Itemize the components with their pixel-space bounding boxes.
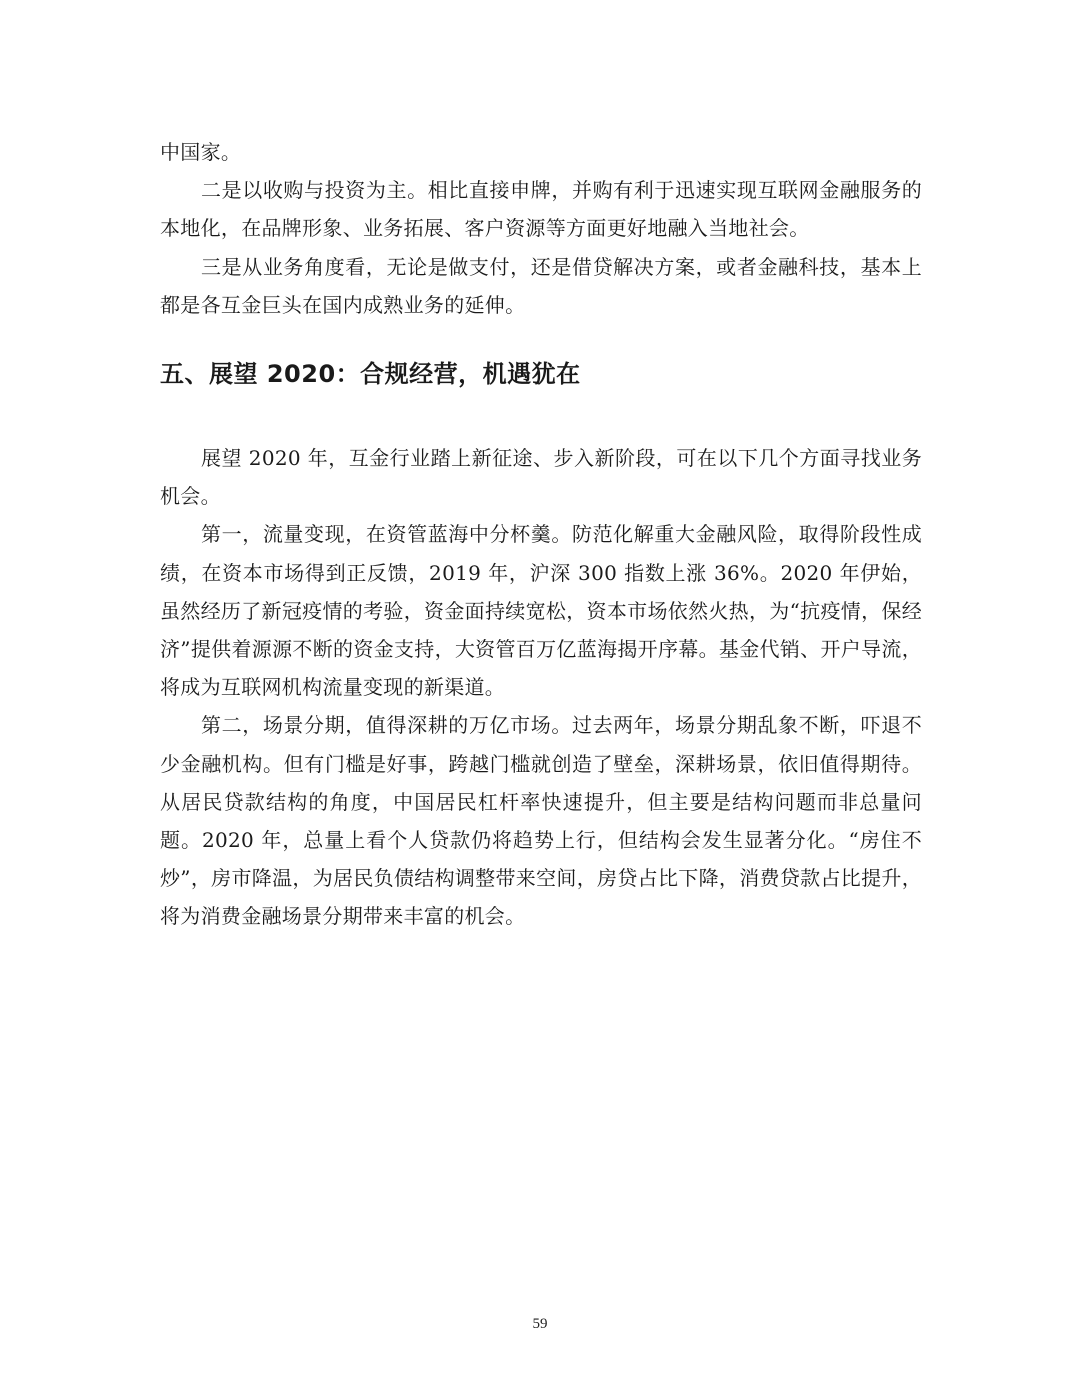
page-number: 59 [532, 1316, 548, 1332]
paragraph-outlook: 展望 2020 年，互金行业踏上新征途、步入新阶段，可在以下几个方面寻找业务机会。 [160, 446, 922, 509]
paragraph-acquisition: 二是以收购与投资为主。相比直接申牌，并购有利于迅速实现互联网金融服务的本地化，在品牌形象、业务拓展、客户资源等方面更好地融入当地社会。 [160, 178, 922, 241]
paragraph-business-extension: 三是从业务角度看，无论是做支付，还是借贷解决方案，或者金融科技，基本上都是各互金巨头在国内成熟业务的延伸。 [160, 254, 922, 317]
section-heading: 五、展望 2020：合规经营，机遇犹在 [160, 360, 581, 389]
document-body [160, 133, 922, 936]
paragraph-traffic-monetization: 第一，流量变现，在资管蓝海中分杯羹。防范化解重大金融风险，取得阶段性成绩，在资本市场得到正反馈，2019 年，沪深 300 指数上涨 36%。2020 年伊始，虽然经历了新冠疫情的考验，资金面持续宽松，资本市场依然火热，为“抗疫情，保经济”提供着源源不断的资金支持，大资管百万亿蓝海揭开序幕。基金代销、开户导流，将成为互联网机构流量变现的新渠道。 [160, 522, 922, 700]
paragraph-scenario-installment: 第二，场景分期，值得深耕的万亿市场。过去两年，场景分期乱象不断，吓退不少金融机构。但有门槛是好事，跨越门槛就创造了壁垒，深耕场景，依旧值得期待。从居民贷款结构的角度，中国居民杠杆率快速提升，但主要是结构问题而非总量问题。2020 年，总量上看个人贷款仍将趋势上行，但结构会发生显著分化。“房住不炒”，房市降温，为居民负债结构调整带来空间，房贷占比下降，消费贷款占比提升，将为消费金融场景分期带来丰富的机会。 [160, 713, 922, 929]
paragraph-continuation: 中国家。 [160, 140, 242, 164]
